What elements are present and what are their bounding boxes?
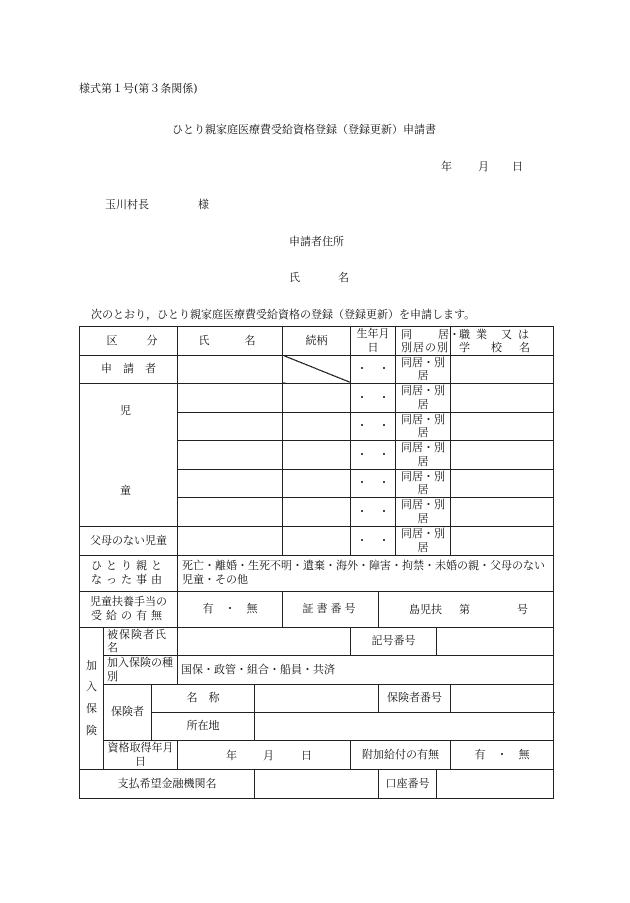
child-name-cell[interactable] — [178, 498, 283, 527]
bank-label: 支払希望金融機関名 — [80, 769, 255, 798]
header-birthdate: 生年月日 — [351, 327, 396, 356]
symbol-number-field[interactable] — [437, 627, 554, 656]
applicant-row — [80, 355, 554, 384]
fatherless-child-row — [80, 526, 554, 555]
symbol-number-label: 記号番号 — [351, 627, 437, 656]
fatherless-child-birthdate[interactable]: ・ ・ — [351, 526, 396, 555]
insured-name-field[interactable] — [178, 627, 351, 656]
child-birthdate[interactable]: ・ ・ — [351, 441, 396, 470]
addressee-honorific: 様 — [198, 198, 209, 211]
supplement-label: 附加給付の有無 — [351, 740, 451, 769]
child-row — [80, 384, 554, 413]
child-birthdate[interactable]: ・ ・ — [351, 384, 396, 413]
insurance-type-options[interactable]: 国保・政管・組合・船員・共済 — [178, 656, 554, 685]
applicant-occupation-cell[interactable] — [451, 355, 554, 384]
form-number: 様式第１号(第３条関係) — [79, 82, 198, 95]
reason-row — [80, 555, 554, 591]
child-relation-cell[interactable] — [283, 441, 351, 470]
certificate-number-label: 証書番号 — [283, 591, 379, 627]
child-occupation-cell[interactable] — [451, 412, 554, 441]
intro-text: 次のとおり，ひとり親家庭医療費受給資格の登録（登録更新）を申請します。 — [91, 308, 476, 321]
certificate-number-field[interactable]: 島児扶 第 号 — [379, 591, 554, 627]
fatherless-child-name-cell[interactable] — [178, 526, 283, 555]
insurer-address-row — [80, 712, 554, 740]
supplement-yes-no[interactable]: 有 ・ 無 — [451, 740, 554, 769]
insurer-name-field[interactable] — [255, 684, 379, 712]
child-cohabit[interactable]: 同居・別居 — [396, 441, 451, 470]
qualification-date-field[interactable]: 年 月 日 — [178, 740, 351, 769]
application-table — [79, 326, 554, 799]
applicant-relation-diagonal — [283, 355, 351, 384]
child-cohabit[interactable]: 同居・別居 — [396, 498, 451, 527]
insurer-number-field[interactable] — [451, 684, 554, 712]
applicant-cohabit[interactable]: 同居・別居 — [396, 355, 451, 384]
child-cohabit[interactable]: 同居・別居 — [396, 384, 451, 413]
child-name-cell[interactable] — [178, 384, 283, 413]
header-relation: 続柄 — [283, 327, 351, 356]
insurer-name-label: 名 称 — [152, 684, 255, 712]
applicant-name-cell[interactable] — [178, 355, 283, 384]
child-cohabit[interactable]: 同居・別居 — [396, 412, 451, 441]
account-number-label: 口座番号 — [379, 769, 437, 798]
insurer-name-row — [80, 684, 554, 712]
child-birthdate[interactable]: ・ ・ — [351, 412, 396, 441]
applicant-birthdate[interactable]: ・ ・ — [351, 355, 396, 384]
insurer-address-field[interactable] — [255, 712, 554, 740]
reason-options[interactable]: 死亡・離婚・生死不明・遺棄・海外・障害・拘禁・未婚の親・父母のない児童・その他 — [178, 555, 554, 591]
qualification-row — [80, 740, 554, 769]
child-name-cell[interactable] — [178, 469, 283, 498]
child-relation-cell[interactable] — [283, 469, 351, 498]
qualification-date-label: 資格取得年月日 — [104, 740, 178, 769]
child-label: 児 童 — [80, 384, 178, 527]
allowance-row — [80, 591, 554, 627]
allowance-label: 児童扶養手当の 受給の有無 — [80, 591, 178, 627]
header-name: 氏 名 — [178, 327, 283, 356]
child-occupation-cell[interactable] — [451, 498, 554, 527]
child-relation-cell[interactable] — [283, 498, 351, 527]
child-occupation-cell[interactable] — [451, 384, 554, 413]
child-relation-cell[interactable] — [283, 412, 351, 441]
document-title: ひとり親家庭医療費受給資格登録（登録更新）申請書 — [172, 123, 436, 136]
child-name-cell[interactable] — [178, 441, 283, 470]
bank-row — [80, 769, 554, 798]
fatherless-child-relation-cell[interactable] — [283, 526, 351, 555]
child-occupation-cell[interactable] — [451, 469, 554, 498]
header-occupation: 職業 又は 学 校 名 — [451, 327, 554, 356]
insurer-address-label: 所在地 — [152, 712, 255, 740]
applicant-name-label-2: 名 — [338, 271, 349, 284]
applicant-address-label: 申請者住所 — [289, 235, 344, 248]
insurance-type-label: 加入保険の種別 — [104, 656, 178, 685]
child-birthdate[interactable]: ・ ・ — [351, 469, 396, 498]
allowance-yes-no[interactable]: 有 ・ 無 — [178, 591, 283, 627]
date-month: 月 — [478, 160, 489, 173]
child-occupation-cell[interactable] — [451, 441, 554, 470]
fatherless-child-label: 父母のない児童 — [80, 526, 178, 555]
date-year: 年 — [441, 160, 452, 173]
fatherless-child-cohabit[interactable]: 同居・別居 — [396, 526, 451, 555]
insurer-number-label: 保険者番号 — [379, 684, 451, 712]
child-name-cell[interactable] — [178, 412, 283, 441]
insurer-label: 保険者 — [104, 684, 152, 740]
account-number-field[interactable] — [437, 769, 554, 798]
insured-name-row — [80, 627, 554, 656]
child-relation-cell[interactable] — [283, 384, 351, 413]
child-birthdate[interactable]: ・ ・ — [351, 498, 396, 527]
applicant-label: 申 請 者 — [80, 355, 178, 384]
insurance-type-row — [80, 656, 554, 685]
reason-label: ひとり親と なった事由 — [80, 555, 178, 591]
header-row — [80, 327, 554, 356]
header-cohabit: 同 居・ 別居の別 — [396, 327, 451, 356]
date-day: 日 — [512, 160, 523, 173]
header-category: 区 分 — [80, 327, 178, 356]
insured-name-label: 被保険者氏名 — [104, 627, 178, 656]
bank-field[interactable] — [255, 769, 379, 798]
child-cohabit[interactable]: 同居・別居 — [396, 469, 451, 498]
fatherless-child-occupation-cell[interactable] — [451, 526, 554, 555]
applicant-name-label-1: 氏 — [289, 271, 300, 284]
addressee-name: 玉川村長 — [105, 198, 149, 211]
insurance-vertical-label: 加 入 保 険 — [80, 627, 104, 769]
